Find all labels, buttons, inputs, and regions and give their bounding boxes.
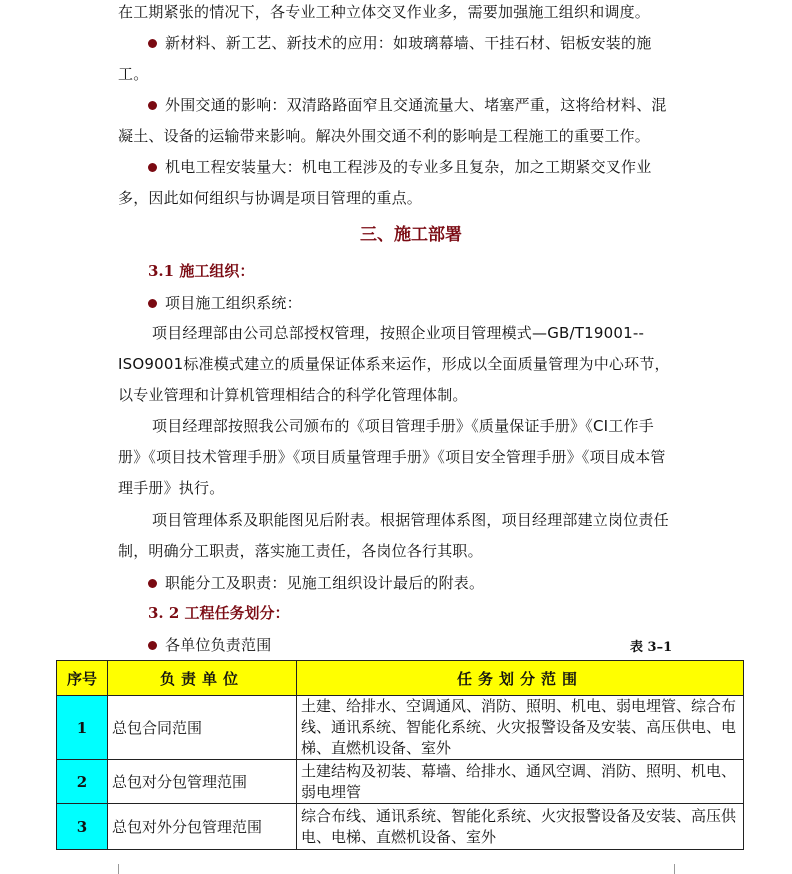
column-header-no: 序号 bbox=[57, 661, 108, 696]
table-row bbox=[57, 696, 744, 760]
bullet-dot-icon bbox=[148, 101, 157, 110]
row-unit: 总包合同范围 bbox=[108, 696, 297, 760]
table-row bbox=[57, 804, 744, 850]
page-corner-mark bbox=[104, 864, 119, 874]
bullet-dot-icon bbox=[148, 163, 157, 172]
bullet-item: 机电工程安装量大：机电工程涉及的专业多且复杂，加之工期紧交叉作业多，因此如何组织与协调是项目管理的重点。 bbox=[118, 158, 652, 207]
bullet-dot-icon bbox=[148, 299, 157, 308]
paragraph: 项目管理体系及职能图见后附表。根据管理体系图，项目经理部建立岗位责任制，明确分工职责，落实施工责任，各岗位各行其职。 bbox=[118, 511, 669, 560]
bullet-item: 各单位负责范围 bbox=[118, 630, 418, 661]
row-number: 1 bbox=[57, 696, 108, 760]
row-scope: 综合布线、通讯系统、智能化系统、火灾报警设备及安装、高压供电、电梯、直燃机设备、室外 bbox=[297, 804, 744, 850]
table-header-row bbox=[57, 661, 744, 696]
row-number: 2 bbox=[57, 760, 108, 804]
bullet-dot-icon bbox=[148, 579, 157, 588]
paragraph: 在工期紧张的情况下，各专业工种立体交叉作业多，需要加强施工组织和调度。 bbox=[118, 3, 651, 21]
section-title: 三、施工部署 bbox=[360, 225, 462, 245]
bullet-item: 新材料、新工艺、新技术的应用：如玻璃幕墙、干挂石材、铝板安装的施工。 bbox=[118, 34, 652, 83]
bullet-dot-icon bbox=[148, 641, 157, 650]
bullet-dot-icon bbox=[148, 39, 157, 48]
bullet-item: 职能分工及职责：见施工组织设计最后的附表。 bbox=[118, 568, 674, 599]
paragraph: 项目经理部按照我公司颁布的《项目管理手册》《质量保证手册》《CI工作手册》《项目技术管理手册》《项目质量管理手册》《项目安全管理手册》《项目成本管理手册》执行。 bbox=[118, 417, 666, 497]
bullet-item: 项目施工组织系统： bbox=[118, 288, 674, 319]
responsibility-table bbox=[56, 660, 744, 850]
column-header-unit: 负责单位 bbox=[108, 661, 297, 696]
row-number: 3 bbox=[57, 804, 108, 850]
row-scope: 土建结构及初装、幕墙、给排水、通风空调、消防、照明、机电、弱电埋管 bbox=[297, 760, 744, 804]
row-unit: 总包对分包管理范围 bbox=[108, 760, 297, 804]
subsection-title: 3. 2 工程任务划分： bbox=[148, 604, 290, 622]
bullet-item: 外围交通的影响：双清路路面窄且交通流量大、堵塞严重，这将给材料、混凝土、设备的运输带来影响。解决外围交通不利的影响是工程施工的重要工作。 bbox=[118, 96, 667, 145]
table-row bbox=[57, 760, 744, 804]
subsection-title: 3.1 施工组织： bbox=[148, 262, 255, 280]
row-unit: 总包对外分包管理范围 bbox=[108, 804, 297, 850]
table-reference: 表 3–1 bbox=[630, 640, 673, 655]
column-header-scope: 任务划分范围 bbox=[297, 661, 744, 696]
row-scope: 土建、给排水、空调通风、消防、照明、机电、弱电埋管、综合布线、通讯系统、智能化系统、火灾报警设备及安装、高压供电、电梯、直燃机设备、室外 bbox=[297, 696, 744, 760]
page-corner-mark bbox=[674, 864, 695, 874]
paragraph: 项目经理部由公司总部授权管理，按照企业项目管理模式—GB/T19001--ISO9001标准模式建立的质量保证体系来运作，形成以全面质量管理为中心环节，以专业管理和计算机管理相结合的科学化管理体制。 bbox=[118, 324, 670, 404]
